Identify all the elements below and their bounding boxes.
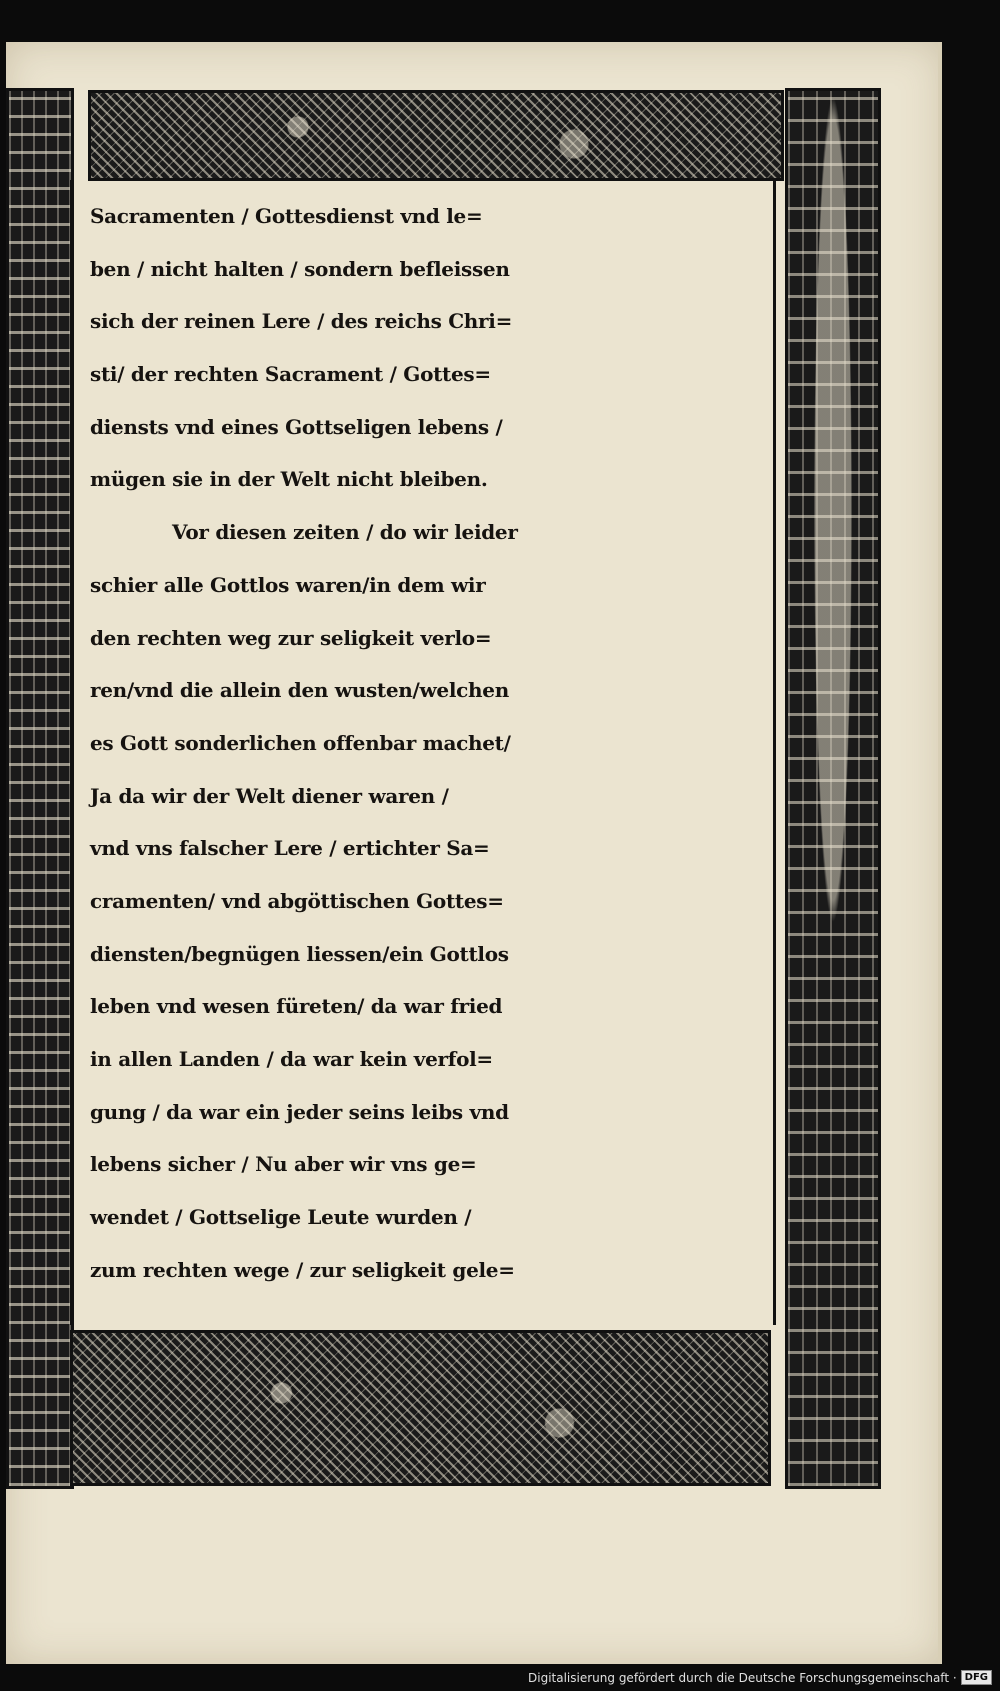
text-line: schier alle Gottlos waren/in dem wir bbox=[90, 572, 486, 597]
text-line: sti/ der rechten Sacrament / Gottes= bbox=[90, 362, 491, 387]
text-line: Sacramenten / Gottesdienst vnd le= bbox=[90, 204, 483, 228]
text-line: den rechten weg zur seligkeit verlo= bbox=[90, 625, 492, 650]
text-line: gung / da war ein jeder seins leibs vnd bbox=[90, 1099, 509, 1124]
text-line: Ja da wir der Welt diener waren / bbox=[90, 783, 449, 808]
dfg-logo: DFG bbox=[961, 1670, 992, 1685]
body-text bbox=[90, 190, 780, 1296]
text-line: es Gott sonderlichen offenbar machet/ bbox=[90, 730, 511, 755]
text-line: mügen sie in der Welt nicht bleiben. bbox=[90, 467, 488, 492]
page-edge bbox=[938, 42, 942, 1664]
footer-credit: Digitalisierung gefördert durch die Deutsche Forschungsgemeinschaft · bbox=[528, 1670, 957, 1685]
text-line: lebens sicher / Nu aber wir vns ge= bbox=[90, 1152, 477, 1177]
text-line: vnd vns falscher Lere / ertichter Sa= bbox=[90, 836, 490, 861]
footer-bar bbox=[0, 1664, 1000, 1691]
text-line: diensten/begnügen liessen/ein Gottlos bbox=[90, 941, 509, 966]
text-line: wendet / Gottselige Leute wurden / bbox=[90, 1205, 472, 1230]
text-line: in allen Landen / da war kein verfol= bbox=[90, 1047, 493, 1071]
text-line: leben vnd wesen füreten/ da war fried bbox=[90, 994, 503, 1019]
text-line: diensts vnd eines Gottseligen lebens / bbox=[90, 414, 503, 439]
text-line: cramenten/ vnd abgöttischen Gottes= bbox=[90, 888, 504, 913]
text-line: ben / nicht halten / sondern befleissen bbox=[90, 256, 510, 281]
text-line: zum rechten wege / zur seligkeit gele= bbox=[90, 1257, 515, 1282]
text-line: sich der reinen Lere / des reichs Chri= bbox=[90, 309, 513, 334]
text-line: Vor diesen zeiten / do wir leider bbox=[172, 520, 518, 545]
bottom-woodcut-border bbox=[70, 1330, 771, 1486]
left-woodcut-pillar bbox=[6, 88, 74, 1489]
text-line: ren/vnd die allein den wusten/welchen bbox=[90, 678, 509, 703]
right-woodcut-pillar bbox=[785, 88, 881, 1489]
top-woodcut-border bbox=[88, 90, 784, 181]
